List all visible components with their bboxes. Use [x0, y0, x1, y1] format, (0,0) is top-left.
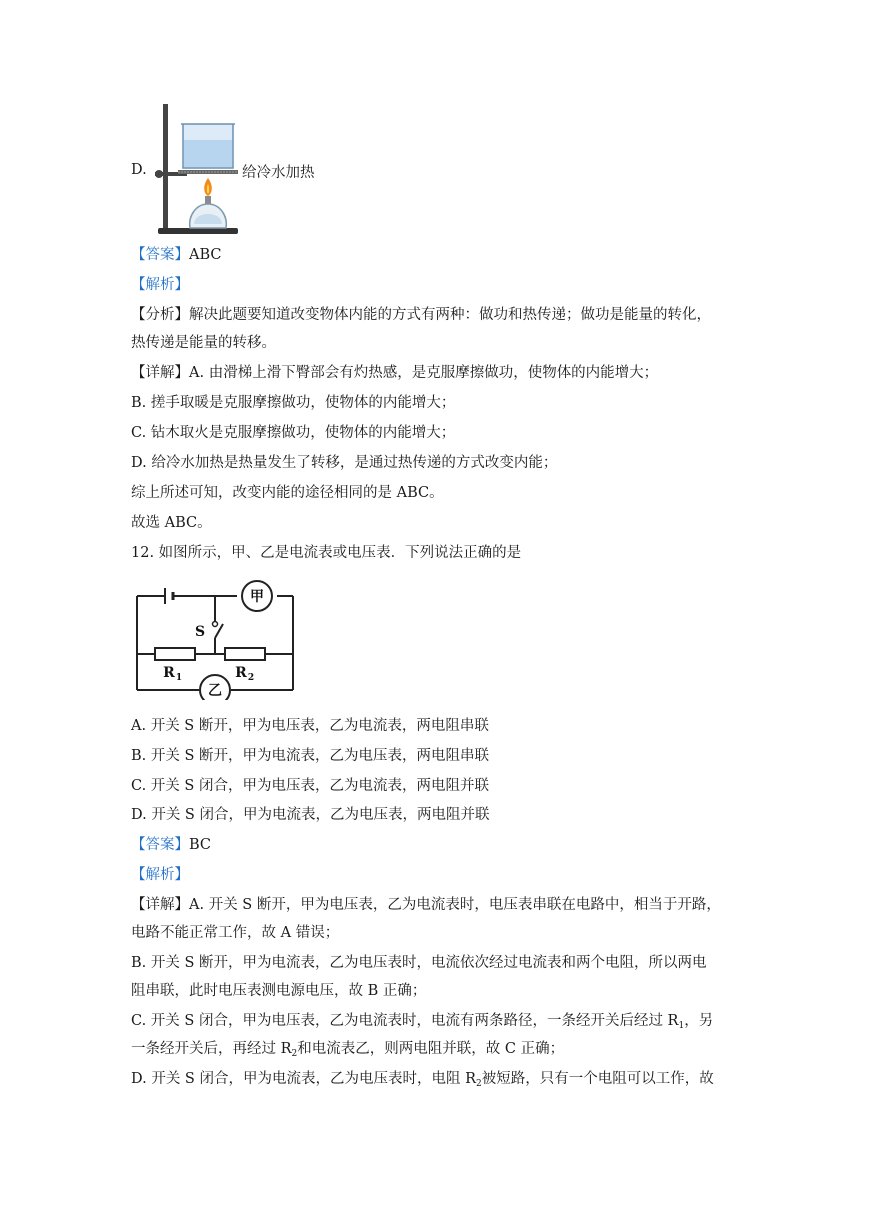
answer-value: ABC — [189, 247, 222, 263]
q11-conclusion: 故选 ABC。 — [131, 515, 212, 531]
d1-post: 被短路，只有一个电阻可以工作，故 — [481, 1071, 714, 1087]
q12-detail-d-line1 — [131, 1069, 714, 1094]
c2-pre: 一条经开关后，再经过 R — [131, 1041, 292, 1057]
fenxi-text-1: 解决此题要知道改变物体内能的方式有两种：做功和热传递；做功是能量的转化， — [189, 307, 711, 323]
c1-pre: C. 开关 S 闭合，甲为电压表，乙为电流表时，电流有两条路径，一条经开关后经过 R — [131, 1013, 679, 1029]
q12-answer — [131, 835, 211, 855]
q11-fenxi-line2: 热传递是能量的转移。 — [131, 335, 276, 351]
d1-sub: 2 — [476, 1079, 482, 1089]
r2-label: R — [235, 665, 247, 681]
detail-tag: 【详解】 — [131, 365, 189, 381]
q11-fenxi-line1 — [131, 305, 711, 325]
answer-value: BC — [189, 837, 212, 853]
q11-detail-d: D. 给冷水加热是热量发生了转移，是通过热传递的方式改变内能； — [131, 455, 558, 471]
r1-label: R — [163, 665, 175, 681]
meter-jia-label: 甲 — [250, 589, 264, 605]
detail-tag: 【详解】 — [131, 897, 189, 913]
c1-sub: 1 — [678, 1021, 685, 1031]
q12-detail-a-line2: 电路不能正常工作，故 A 错误； — [131, 925, 340, 941]
q12-option-d: D. 开关 S 闭合，甲为电流表，乙为电压表，两电阻并联 — [131, 807, 490, 823]
c2-post: 和电流表乙，则两电阻并联，故 C 正确； — [297, 1041, 565, 1057]
q11-detail-b: B. 搓手取暖是克服摩擦做功，使物体的内能增大； — [131, 395, 456, 411]
r1-subscript: 1 — [175, 673, 183, 683]
q12-option-b: B. 开关 S 断开，甲为电流表，乙为电压表，两电阻串联 — [131, 748, 490, 764]
q12-option-a: A. 开关 S 断开，甲为电压表，乙为电流表，两电阻串联 — [131, 718, 489, 734]
r2-subscript: 2 — [247, 673, 255, 683]
answer-tag: 【答案】 — [131, 247, 189, 263]
q12-detail-a-line1 — [131, 895, 721, 915]
detail-a-text: A. 开关 S 断开，甲为电压表，乙为电流表时，电压表串联在电路中，相当于开路， — [189, 897, 721, 913]
q12-detail-b-line1: B. 开关 S 断开，甲为电流表，乙为电压表时，电流依次经过电流表和两个电阻，所以两电 — [131, 955, 707, 971]
q12-detail-b-line2: 阻串联，此时电压表测电源电压，故 B 正确； — [131, 983, 427, 999]
q12-detail-c-line2 — [131, 1039, 564, 1064]
c2-sub: 2 — [291, 1049, 298, 1059]
c1-post: ，另 — [684, 1013, 714, 1029]
fenxi-tag: 【分析】 — [131, 307, 189, 323]
circuit-diagram — [131, 580, 299, 700]
q11-analysis-tag: 【解析】 — [131, 277, 189, 293]
q11-summary: 综上所述可知，改变内能的途径相同的是 ABC。 — [131, 485, 444, 501]
d1-pre: D. 开关 S 闭合，甲为电流表，乙为电压表时，电阻 R — [131, 1071, 477, 1087]
q11-option-d-caption: 给冷水加热 — [242, 165, 315, 181]
q11-detail-c: C. 钻木取火是克服摩擦做功，使物体的内能增大； — [131, 425, 456, 441]
q12-stem: 12. 如图所示，甲、乙是电流表或电压表．下列说法正确的是 — [131, 545, 522, 561]
q12-option-c: C. 开关 S 闭合，甲为电压表，乙为电流表，两电阻并联 — [131, 778, 489, 794]
q11-option-d-label: D. — [131, 162, 147, 178]
q11-detail-a — [131, 363, 658, 383]
detail-a-text: A. 由滑梯上滑下臀部会有灼热感，是克服摩擦做功，使物体的内能增大； — [189, 365, 659, 381]
switch-label: S — [194, 624, 206, 640]
q12-detail-c-line1 — [131, 1011, 713, 1036]
answer-tag: 【答案】 — [131, 837, 189, 853]
meter-yi-label: 乙 — [208, 683, 222, 699]
q12-analysis-tag: 【解析】 — [131, 867, 189, 883]
q11-answer — [131, 245, 222, 265]
